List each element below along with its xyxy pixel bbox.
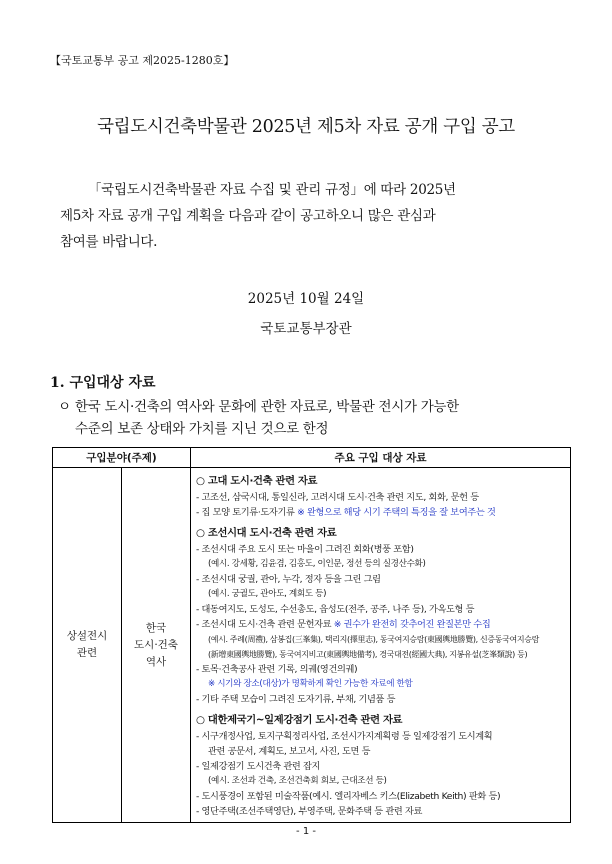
list-item: - 조선시대 궁궐, 관아, 누각, 정자 등을 그린 그림 (196, 574, 381, 585)
issuer: 국토교통부장관 (260, 321, 352, 337)
field-sub-line: 도시·건축 (134, 638, 178, 651)
list-item-sub: (新增東國輿地勝覽), 동국여지비고(東國輿地備考), 경국대전(經國大典), 지봉유설(芝峯類說) 등) (208, 650, 528, 659)
era-heading-modern: ○ 대한제국기~일제강점기 도시·건축 관련 자료 (196, 714, 403, 726)
list-item: - 기타 주택 모습이 그려진 도자기류, 부채, 기념품 등 (196, 694, 396, 705)
notice-date: 2025년 10월 24일 (247, 291, 365, 307)
field-sub-cell (122, 468, 191, 823)
intro-paragraph (60, 177, 560, 255)
list-item (196, 617, 566, 632)
notice-number: 【국토교통부 공고 제2025-1280호】 (50, 54, 235, 67)
table-header-row (53, 448, 571, 468)
item-note: ※ 시기와 장소(대상)가 명확하게 확인 가능한 자료에 한함 (208, 679, 413, 689)
header-field: 구입분야(주제) (53, 448, 191, 468)
section-title: 1. 구입대상 자료 (50, 375, 156, 391)
list-item-sub: (예시. 조선과 건축, 조선건축회 회보, 근대조선 등) (208, 776, 387, 786)
list-item: - 시구개정사업, 토지구획정리사업, 조선시가지계획령 등 일제강점기 도시계획 (196, 731, 493, 742)
list-item (196, 505, 566, 520)
intro-line: 참여를 바랍니다. (60, 234, 158, 250)
intro-line: 「국립도시건축박물관 자료 수집 및 관리 규정」에 따라 2025년 (88, 182, 456, 198)
intro-line: 제5차 자료 공개 구입 계획을 다음과 같이 공고하오니 많은 관심과 (60, 208, 436, 224)
section-bullet (58, 396, 568, 440)
table-row (53, 468, 571, 823)
header-target: 주요 구입 대상 자료 (191, 448, 571, 468)
field-sub-line: 역사 (145, 655, 167, 668)
field-main-cell (53, 468, 122, 823)
item-text: - 집 모양 토기류·도자기류 (196, 507, 298, 518)
bullet-line: 한국 도시·건축의 역사와 문화에 관한 자료로, 박물관 전시가 가능한 (75, 399, 459, 415)
field-main-line: 상설전시 (66, 630, 108, 642)
item-note: ※ 완형으로 해당 시기 주택의 특징을 잘 보여주는 것 (297, 507, 496, 518)
list-item-sub: (예시. 주례(周禮), 삼봉집(三峯集), 택리지(擇里志), 동국여지승람(東國輿地勝覽), 신증동국여지승람 (208, 635, 540, 644)
era-heading-joseon: ○ 조선시대 도시·건축 관련 자료 (196, 527, 337, 539)
list-item: - 영단주택(조선주택영단), 부영주택, 문화주택 등 관련 자료 (196, 806, 423, 817)
bullet-line: 수준의 보존 상태와 가치를 지닌 것으로 한정 (75, 421, 329, 437)
list-item: - 토목·건축공사 관련 기록, 의궤(영건의궤) (196, 664, 358, 675)
list-item: - 일제강점기 도시건축 관련 잡지 (196, 761, 321, 772)
list-item-sub: (예시. 강세황, 김윤겸, 김홍도, 이인문, 정선 등의 실경산수화) (208, 559, 426, 569)
purchase-target-table (52, 447, 571, 823)
list-item: - 고조선, 삼국시대, 통일신라, 고려시대 도시·건축 관련 지도, 회화, 문헌 등 (196, 492, 479, 503)
list-item-sub: 관련 공문서, 계획도, 보고서, 사진, 도면 등 (208, 746, 371, 757)
list-item: - 도시풍경이 포함된 미술작품(예시. 엘리자베스 키스(Elizabeth Keith) 판화 등) (196, 791, 501, 802)
field-main-line: 관련 (76, 647, 98, 659)
item-text: - 조선시대 도시·건축 관련 문헌자료 (196, 619, 334, 630)
era-heading-ancient: ○ 고대 도시·건축 관련 자료 (196, 475, 318, 487)
page-number: - 1 - (296, 826, 316, 837)
item-note: ※ 권수가 완전히 갖추어진 완질본만 수집 (333, 619, 491, 630)
page-title: 국립도시건축박물관 2025년 제5차 자료 공개 구입 공고 (97, 117, 515, 137)
bullet-mark: ㅇ (58, 399, 71, 415)
target-cell (191, 468, 571, 823)
list-item-sub: (예시. 궁궐도, 관아도, 계회도 등) (208, 589, 327, 599)
field-sub-line: 한국 (145, 621, 167, 634)
list-item: - 조선시대 주요 도시 또는 마을이 그려진 회화(병풍 포함) (196, 544, 414, 555)
list-item: - 대동여지도, 도성도, 수선총도, 읍성도(전주, 공주, 나주 등), 가옥도형 등 (196, 604, 475, 615)
